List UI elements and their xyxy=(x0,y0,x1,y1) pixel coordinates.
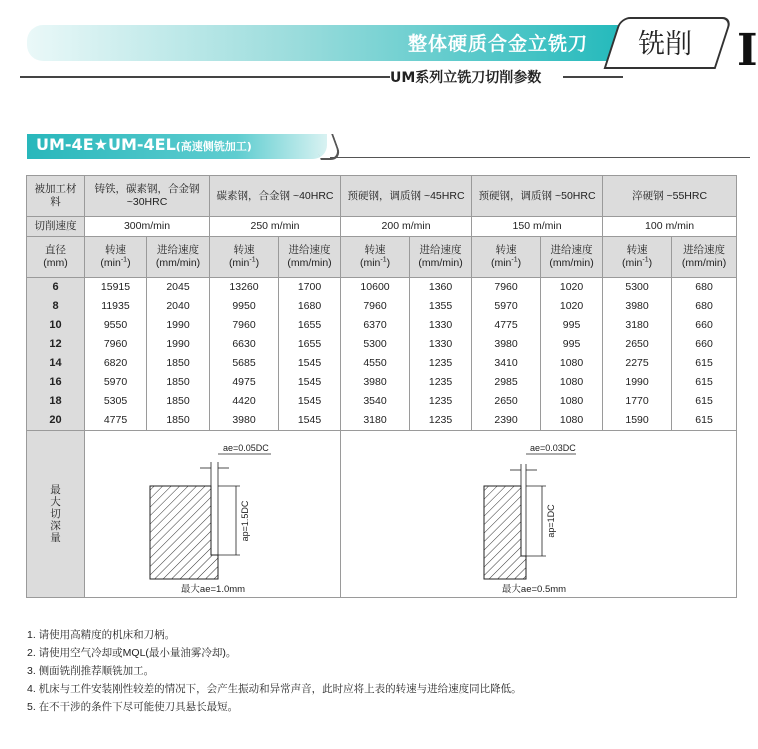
page-subtitle: UM系列立铣刀切削参数 xyxy=(390,70,542,86)
depth-label-cell xyxy=(27,431,85,598)
feed-unit: (mm/min) xyxy=(549,257,594,269)
material-header-4: 预硬钢，调质钢 ~50HRC xyxy=(472,176,603,217)
note-item: 5. 在不干涉的条件下尽可能使刀具悬长最短。 xyxy=(27,701,239,713)
feed-cell: 2040 xyxy=(147,297,210,316)
rpm-cell: 5685 xyxy=(210,354,279,373)
material-header-3: 预硬钢，调质钢 ~45HRC xyxy=(341,176,472,217)
ap-label: ap=1DC xyxy=(545,504,556,538)
rpm-cell: 6820 xyxy=(85,354,147,373)
rpm-cell: 9950 xyxy=(210,297,279,316)
note-item: 2. 请使用空气冷却或MQL(最小量油雾冷却)。 xyxy=(27,647,237,659)
rpm-cell: 11935 xyxy=(85,297,147,316)
feed-label: 进给速度 xyxy=(683,244,726,256)
feed-header-5 xyxy=(672,237,737,278)
rpm-cell: 4550 xyxy=(341,354,410,373)
rpm-cell: 2985 xyxy=(472,373,541,392)
rpm-cell: 3980 xyxy=(210,411,279,431)
column-subheader-row xyxy=(27,237,737,278)
rpm-unit-prefix: (min xyxy=(621,257,643,269)
material-header-1: 铸铁，碳素钢，合金钢 ~30HRC xyxy=(85,176,210,217)
rpm-cell: 4775 xyxy=(472,316,541,335)
feed-cell: 995 xyxy=(541,335,603,354)
feed-cell: 660 xyxy=(672,316,737,335)
rpm-cell: 15915 xyxy=(85,278,147,298)
rpm-header-4 xyxy=(472,237,541,278)
feed-header-2 xyxy=(279,237,341,278)
feed-cell: 1990 xyxy=(147,316,210,335)
rpm-cell: 3980 xyxy=(603,297,672,316)
rpm-label: 转速 xyxy=(495,244,517,256)
feed-unit: (mm/min) xyxy=(155,257,201,269)
rpm-unit-sup: -1 xyxy=(249,256,256,264)
note-item: 3. 侧面铣削推荐顺铣加工。 xyxy=(27,665,155,677)
rpm-cell: 2650 xyxy=(603,335,672,354)
feed-header-1 xyxy=(147,237,210,278)
rpm-cell: 2275 xyxy=(603,354,672,373)
table-row xyxy=(27,411,737,431)
feed-header-3 xyxy=(410,237,472,278)
rpm-unit-suffix: ) xyxy=(648,257,653,269)
table-row xyxy=(27,316,737,335)
rpm-cell: 1590 xyxy=(603,411,672,431)
ap-label: ap=1.5DC xyxy=(239,500,250,542)
rpm-cell: 5970 xyxy=(85,373,147,392)
feed-cell: 1655 xyxy=(279,335,341,354)
feed-cell: 615 xyxy=(672,354,737,373)
feed-cell: 1355 xyxy=(410,297,472,316)
section-title xyxy=(36,135,252,154)
speed-value-2: 250 m/min xyxy=(210,217,341,237)
diameter-cell: 8 xyxy=(27,297,85,316)
note-item: 1. 请使用高精度的机床和刀柄。 xyxy=(27,629,176,641)
speed-value-1: 300m/min xyxy=(85,217,210,237)
data-body xyxy=(27,278,737,431)
rpm-cell: 7960 xyxy=(472,278,541,298)
feed-cell: 1545 xyxy=(279,373,341,392)
table-row xyxy=(27,335,737,354)
rpm-cell: 5300 xyxy=(341,335,410,354)
rpm-cell: 13260 xyxy=(210,278,279,298)
cut-depth-diagram-1 xyxy=(138,434,288,594)
feed-unit: (mm/min) xyxy=(418,257,463,269)
diagram-cell-2 xyxy=(341,431,737,598)
feed-cell: 1850 xyxy=(147,373,210,392)
table-row xyxy=(27,373,737,392)
feed-cell: 1990 xyxy=(147,335,210,354)
cut-depth-diagram-2 xyxy=(464,434,614,594)
page-title: 整体硬质合金立铣刀 xyxy=(407,33,588,55)
feed-label: 进给速度 xyxy=(550,244,593,256)
table-row xyxy=(27,278,737,298)
feed-cell: 2045 xyxy=(147,278,210,298)
table-row xyxy=(27,392,737,411)
rpm-unit-suffix: ) xyxy=(517,257,522,269)
rpm-cell: 4975 xyxy=(210,373,279,392)
speed-value-3: 200 m/min xyxy=(341,217,472,237)
feed-cell: 680 xyxy=(672,278,737,298)
feed-cell: 1020 xyxy=(541,297,603,316)
feed-cell: 1080 xyxy=(541,373,603,392)
rpm-unit-prefix: (min xyxy=(228,257,250,269)
rpm-cell: 3980 xyxy=(472,335,541,354)
rpm-unit-sup: -1 xyxy=(380,256,387,264)
material-header-2: 碳素钢，合金钢 ~40HRC xyxy=(210,176,341,217)
material-header-5: 淬硬钢 ~55HRC xyxy=(603,176,737,217)
diagram-cell-1 xyxy=(85,431,341,598)
rpm-cell: 4775 xyxy=(85,411,147,431)
speed-value-5: 100 m/min xyxy=(603,217,737,237)
rpm-cell: 3980 xyxy=(341,373,410,392)
material-label: 被加工材料 xyxy=(34,183,77,208)
workpiece-shape xyxy=(484,486,526,579)
rpm-unit-sup: -1 xyxy=(511,256,518,264)
feed-cell: 1080 xyxy=(541,392,603,411)
rpm-unit-prefix: (min xyxy=(359,257,381,269)
rpm-cell: 7960 xyxy=(85,335,147,354)
rpm-cell: 6630 xyxy=(210,335,279,354)
rpm-unit-sup: -1 xyxy=(120,256,128,264)
rpm-unit-sup: -1 xyxy=(642,256,649,264)
feed-header-4 xyxy=(541,237,603,278)
section-title-main: UM-4E★UM-4EL xyxy=(36,135,176,154)
rpm-cell: 2390 xyxy=(472,411,541,431)
diameter-cell: 16 xyxy=(27,373,85,392)
feed-cell: 1850 xyxy=(147,354,210,373)
feed-label: 进给速度 xyxy=(288,244,331,256)
feed-cell: 1330 xyxy=(410,335,472,354)
feed-unit: (mm/min) xyxy=(287,257,332,269)
feed-cell: 615 xyxy=(672,411,737,431)
rpm-cell: 10600 xyxy=(341,278,410,298)
diameter-cell: 10 xyxy=(27,316,85,335)
feed-cell: 1360 xyxy=(410,278,472,298)
feed-cell: 1850 xyxy=(147,411,210,431)
diameter-header xyxy=(27,237,85,278)
diameter-cell: 12 xyxy=(27,335,85,354)
max-ae-caption: 最大ae=0.5mm xyxy=(501,584,566,595)
table-row xyxy=(27,354,737,373)
rpm-cell: 1770 xyxy=(603,392,672,411)
rpm-cell: 5300 xyxy=(603,278,672,298)
feed-cell: 1080 xyxy=(541,411,603,431)
section-title-paren: (高速侧铣加工) xyxy=(175,140,252,153)
rpm-cell: 3540 xyxy=(341,392,410,411)
rpm-header-5 xyxy=(603,237,672,278)
diameter-unit: (mm) xyxy=(43,257,68,269)
rpm-unit-suffix: ) xyxy=(386,257,391,269)
rpm-header-2 xyxy=(210,237,279,278)
feed-cell: 1680 xyxy=(279,297,341,316)
feed-cell: 1235 xyxy=(410,354,472,373)
feed-cell: 1330 xyxy=(410,316,472,335)
speed-label: 切削速度 xyxy=(27,217,85,237)
rpm-label: 转速 xyxy=(626,244,648,256)
rpm-cell: 3410 xyxy=(472,354,541,373)
rpm-cell: 7960 xyxy=(341,297,410,316)
material-row xyxy=(27,176,737,217)
rpm-unit-suffix: ) xyxy=(255,257,260,269)
rpm-unit-prefix: (min xyxy=(490,257,512,269)
feed-label: 进给速度 xyxy=(157,244,199,256)
depth-label: 最大切深量 xyxy=(50,483,61,544)
rpm-cell: 5970 xyxy=(472,297,541,316)
material-label-cell xyxy=(27,176,85,217)
ae-label: ae=0.03DC xyxy=(529,443,576,453)
cutting-parameters-table xyxy=(26,175,737,598)
rpm-label: 转速 xyxy=(233,244,255,256)
feed-cell: 680 xyxy=(672,297,737,316)
category-tab-label: 铣削 xyxy=(638,29,692,60)
rpm-header-1 xyxy=(85,237,147,278)
rpm-cell: 4420 xyxy=(210,392,279,411)
feed-cell: 1235 xyxy=(410,411,472,431)
feed-cell: 615 xyxy=(672,392,737,411)
diameter-cell: 6 xyxy=(27,278,85,298)
rpm-label: 转速 xyxy=(105,244,126,256)
subtitle-rule-left xyxy=(20,76,390,78)
rpm-label: 转速 xyxy=(364,244,386,256)
ae-label: ae=0.05DC xyxy=(222,443,269,453)
feed-cell: 1545 xyxy=(279,354,341,373)
feed-cell: 1655 xyxy=(279,316,341,335)
workpiece-shape xyxy=(150,486,218,579)
feed-cell: 1235 xyxy=(410,392,472,411)
feed-cell: 995 xyxy=(541,316,603,335)
chapter-edge-letter: I xyxy=(737,25,758,76)
feed-cell: 1850 xyxy=(147,392,210,411)
note-item: 4. 机床与工件安装刚性较差的情况下，会产生振动和异常声音，此时应将上表的转速与进给速度同比降低。 xyxy=(27,683,522,695)
feed-cell: 1545 xyxy=(279,411,341,431)
rpm-cell: 9550 xyxy=(85,316,147,335)
rpm-header-3 xyxy=(341,237,410,278)
feed-cell: 660 xyxy=(672,335,737,354)
speed-value-4: 150 m/min xyxy=(472,217,603,237)
rpm-unit-prefix: (min xyxy=(100,257,121,269)
rpm-cell: 2650 xyxy=(472,392,541,411)
feed-cell: 1545 xyxy=(279,392,341,411)
rpm-cell: 7960 xyxy=(210,316,279,335)
feed-cell: 1080 xyxy=(541,354,603,373)
speed-row xyxy=(27,217,737,237)
feed-cell: 1020 xyxy=(541,278,603,298)
feed-label: 进给速度 xyxy=(419,244,462,256)
rpm-cell: 3180 xyxy=(603,316,672,335)
rpm-cell: 6370 xyxy=(341,316,410,335)
depth-row xyxy=(27,431,737,598)
notes-list xyxy=(27,626,522,716)
rpm-cell: 5305 xyxy=(85,392,147,411)
table-row xyxy=(27,297,737,316)
feed-cell: 1235 xyxy=(410,373,472,392)
diameter-cell: 20 xyxy=(27,411,85,431)
diameter-cell: 14 xyxy=(27,354,85,373)
subtitle-rule-right xyxy=(563,76,623,78)
rpm-cell: 3180 xyxy=(341,411,410,431)
rpm-unit-suffix: ) xyxy=(127,257,131,269)
diameter-cell: 18 xyxy=(27,392,85,411)
feed-cell: 1700 xyxy=(279,278,341,298)
diameter-label: 直径 xyxy=(45,244,66,256)
rpm-cell: 1990 xyxy=(603,373,672,392)
feed-cell: 615 xyxy=(672,373,737,392)
section-underline xyxy=(330,157,750,158)
max-ae-caption: 最大ae=1.0mm xyxy=(180,584,245,595)
feed-unit: (mm/min) xyxy=(681,257,727,269)
